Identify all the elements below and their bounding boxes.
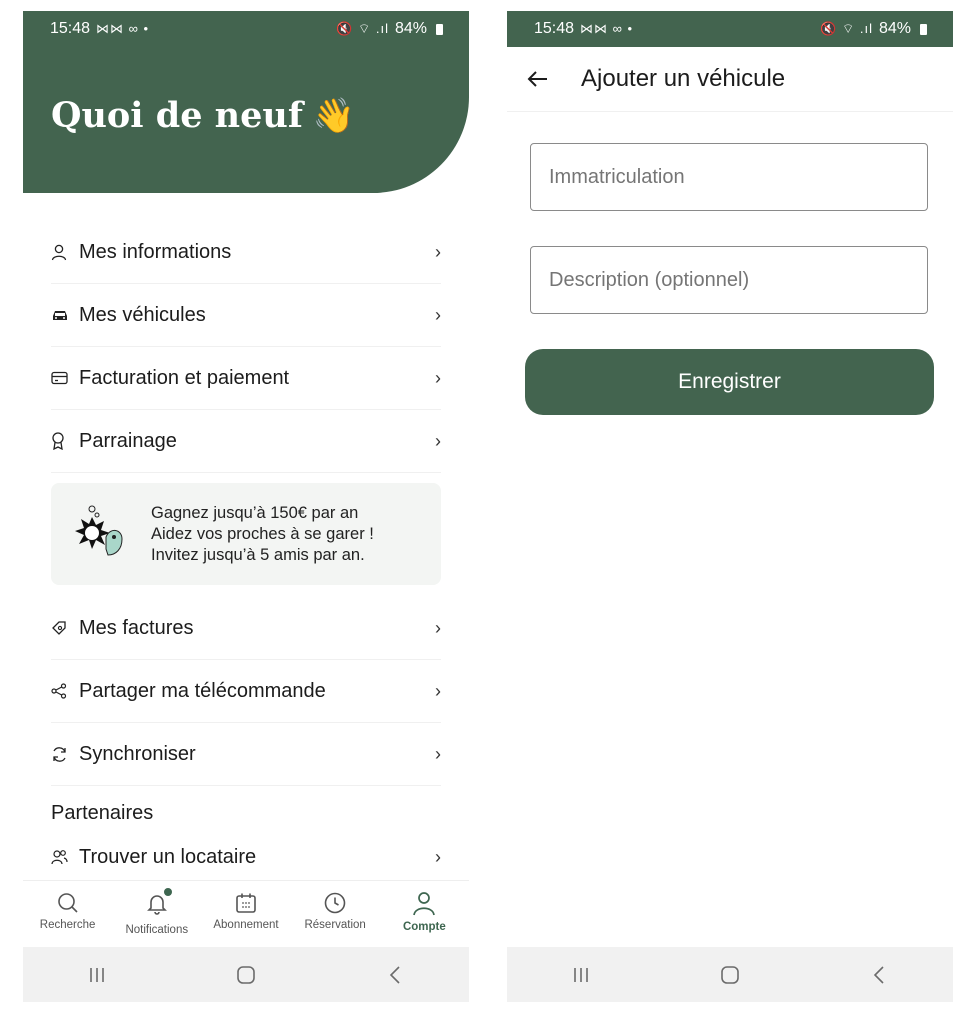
bell-icon xyxy=(145,891,169,920)
menu-item-label: Mes informations xyxy=(79,240,232,263)
battery-icon xyxy=(436,24,443,35)
promo-line-2: Aidez vos proches à se garer ! xyxy=(151,524,374,543)
chevron-right-icon: › xyxy=(435,430,441,451)
tab-label: Notifications xyxy=(125,924,189,936)
tab-label: Compte xyxy=(402,921,446,933)
home-button[interactable] xyxy=(196,965,296,985)
chevron-right-icon: › xyxy=(435,680,441,701)
system-nav-bar xyxy=(507,947,953,1002)
menu-item-trouver-locataire[interactable] xyxy=(51,839,441,875)
users-icon xyxy=(51,849,73,865)
battery-icon xyxy=(920,24,927,35)
partners-section-title: Partenaires xyxy=(51,802,154,824)
system-nav-bar xyxy=(23,947,469,1002)
promo-line-3: Invitez jusqu’à 5 amis par an. xyxy=(151,545,365,564)
referral-promo-card[interactable] xyxy=(51,483,441,585)
award-icon xyxy=(51,432,73,450)
waving-hand-icon: 👋 xyxy=(312,95,356,136)
chevron-left-icon xyxy=(872,965,886,985)
menu-item-label: Mes véhicules xyxy=(79,303,206,326)
back-arrow-button[interactable] xyxy=(507,70,569,88)
recents-icon xyxy=(87,966,107,984)
arrow-left-icon xyxy=(527,70,549,88)
signal-icons: 🔇 ⌔ .ıl xyxy=(820,21,873,36)
recents-button[interactable] xyxy=(531,966,631,984)
calendar-icon xyxy=(234,891,258,915)
account-menu xyxy=(51,221,441,875)
tab-abonnement[interactable] xyxy=(201,881,290,948)
tab-notifications[interactable] xyxy=(112,881,201,948)
menu-item-facturation[interactable] xyxy=(51,347,441,410)
user-icon xyxy=(412,891,436,917)
menu-item-label: Mes factures xyxy=(79,616,194,639)
user-icon xyxy=(51,244,73,261)
battery-percent: 84% xyxy=(878,20,911,37)
menu-item-label: Parrainage xyxy=(79,429,177,452)
status-bar xyxy=(23,11,469,47)
battery-percent: 84% xyxy=(394,20,427,37)
page-title: Ajouter un véhicule xyxy=(581,65,786,92)
back-button[interactable] xyxy=(829,965,929,985)
tab-reservation[interactable] xyxy=(291,881,380,948)
home-icon xyxy=(236,965,256,985)
chevron-right-icon: › xyxy=(435,617,441,638)
header-banner xyxy=(23,47,469,193)
chevron-right-icon: › xyxy=(435,241,441,262)
menu-item-synchroniser[interactable] xyxy=(51,723,441,786)
menu-item-label: Partager ma télécommande xyxy=(79,679,326,702)
bottom-tab-bar xyxy=(23,880,469,948)
home-button[interactable] xyxy=(680,965,780,985)
menu-item-parrainage[interactable] xyxy=(51,410,441,473)
menu-item-label: Synchroniser xyxy=(79,742,196,765)
plate-number-input[interactable] xyxy=(530,143,928,211)
chevron-left-icon xyxy=(388,965,402,985)
save-button[interactable]: Enregistrer xyxy=(525,349,934,415)
status-time: 15:48 xyxy=(50,20,91,37)
menu-item-partager-telecommande[interactable] xyxy=(51,660,441,723)
chevron-right-icon: › xyxy=(435,304,441,325)
home-icon xyxy=(720,965,740,985)
chevron-right-icon: › xyxy=(435,367,441,388)
page-title: Quoi de neuf 👋 xyxy=(51,95,356,136)
tab-label: Abonnement xyxy=(213,919,279,931)
tab-label: Recherche xyxy=(39,919,96,931)
referral-illustration xyxy=(51,503,151,565)
menu-item-label: Facturation et paiement xyxy=(79,366,290,389)
menu-item-label: Trouver un locataire xyxy=(79,845,257,868)
promo-text xyxy=(151,503,374,566)
menu-item-mes-vehicules[interactable] xyxy=(51,284,441,347)
promo-line-1: Gagnez jusqu’à 150€ par an xyxy=(151,503,359,522)
tab-label: Réservation xyxy=(304,919,366,931)
recents-button[interactable] xyxy=(47,966,147,984)
add-vehicle-screen xyxy=(507,11,953,1002)
back-button[interactable] xyxy=(345,965,445,985)
chevron-right-icon: › xyxy=(435,846,441,867)
signal-icons: 🔇 ⌔ .ıl xyxy=(336,21,389,36)
tag-icon xyxy=(51,620,73,636)
account-screen xyxy=(23,11,469,1002)
credit-card-icon xyxy=(51,371,73,385)
chevron-right-icon: › xyxy=(435,743,441,764)
tab-compte[interactable] xyxy=(380,881,469,948)
share-icon xyxy=(51,683,73,699)
status-bar xyxy=(507,11,953,47)
search-icon xyxy=(56,891,80,915)
recents-icon xyxy=(571,966,591,984)
tab-recherche[interactable] xyxy=(23,881,112,948)
menu-item-mes-informations[interactable] xyxy=(51,221,441,284)
description-input[interactable] xyxy=(530,246,928,314)
car-icon xyxy=(51,308,73,322)
status-time: 15:48 xyxy=(534,20,575,37)
menu-item-mes-factures[interactable] xyxy=(51,597,441,660)
app-bar xyxy=(507,47,953,112)
notification-icons: ⋈⋈ ∞ • xyxy=(580,21,634,36)
notification-dot xyxy=(164,888,172,896)
sync-icon xyxy=(51,746,73,763)
clock-icon xyxy=(323,891,347,915)
notification-icons: ⋈⋈ ∞ • xyxy=(96,21,150,36)
